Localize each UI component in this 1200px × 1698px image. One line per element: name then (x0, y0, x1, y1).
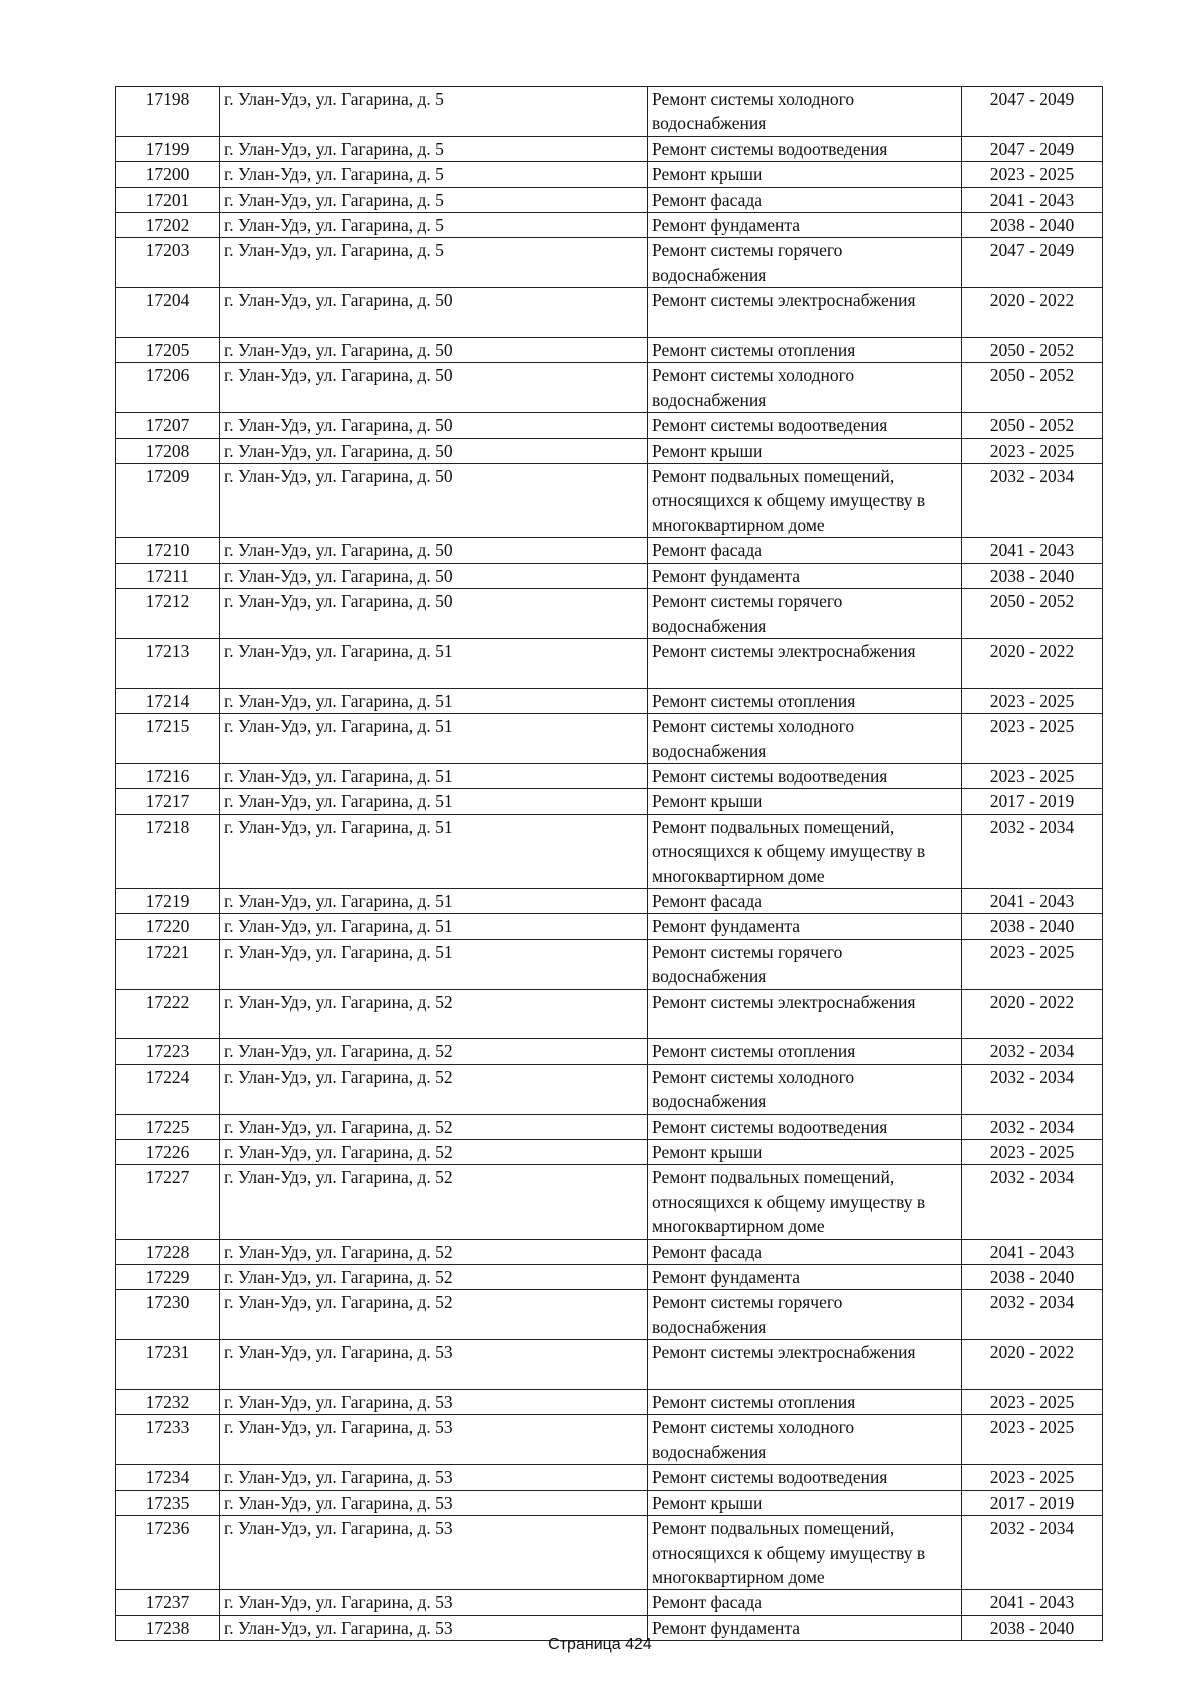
table-row (116, 939, 1103, 989)
period-cell: 2023 - 2025 (962, 688, 1103, 713)
work-type-cell: Ремонт крыши (648, 162, 962, 187)
work-type-cell: Ремонт системы электроснабжения (648, 638, 962, 688)
period-cell: 2020 - 2022 (962, 1340, 1103, 1390)
period-cell: 2038 - 2040 (962, 563, 1103, 588)
address-cell: г. Улан-Удэ, ул. Гагарина, д. 51 (220, 914, 648, 939)
address-cell: г. Улан-Удэ, ул. Гагарина, д. 52 (220, 1239, 648, 1264)
address-cell: г. Улан-Удэ, ул. Гагарина, д. 50 (220, 363, 648, 413)
address-cell: г. Улан-Удэ, ул. Гагарина, д. 5 (220, 238, 648, 288)
row-number-cell: 17216 (116, 763, 220, 788)
address-cell: г. Улан-Удэ, ул. Гагарина, д. 53 (220, 1516, 648, 1590)
address-cell: г. Улан-Удэ, ул. Гагарина, д. 51 (220, 939, 648, 989)
table-row (116, 1490, 1103, 1515)
row-number-cell: 17208 (116, 438, 220, 463)
table-row (116, 914, 1103, 939)
address-cell: г. Улан-Удэ, ул. Гагарина, д. 50 (220, 563, 648, 588)
table-row (116, 638, 1103, 688)
period-cell: 2041 - 2043 (962, 1590, 1103, 1615)
address-cell: г. Улан-Удэ, ул. Гагарина, д. 53 (220, 1390, 648, 1415)
address-cell: г. Улан-Удэ, ул. Гагарина, д. 53 (220, 1340, 648, 1390)
address-cell: г. Улан-Удэ, ул. Гагарина, д. 50 (220, 438, 648, 463)
row-number-cell: 17203 (116, 238, 220, 288)
address-cell: г. Улан-Удэ, ул. Гагарина, д. 53 (220, 1415, 648, 1465)
period-cell: 2038 - 2040 (962, 213, 1103, 238)
table-row (116, 363, 1103, 413)
work-type-cell: Ремонт крыши (648, 789, 962, 814)
work-type-cell: Ремонт системы холодного водоснабжения (648, 87, 962, 137)
page-number: Страница 424 (548, 1636, 652, 1653)
row-number-cell: 17209 (116, 464, 220, 538)
address-cell: г. Улан-Удэ, ул. Гагарина, д. 5 (220, 213, 648, 238)
table-row (116, 1590, 1103, 1615)
table-row (116, 538, 1103, 563)
address-cell: г. Улан-Удэ, ул. Гагарина, д. 5 (220, 87, 648, 137)
address-cell: г. Улан-Удэ, ул. Гагарина, д. 52 (220, 1039, 648, 1064)
period-cell: 2050 - 2052 (962, 589, 1103, 639)
row-number-cell: 17201 (116, 187, 220, 212)
table-row (116, 1415, 1103, 1465)
work-type-cell: Ремонт системы холодного водоснабжения (648, 1415, 962, 1465)
table-row (116, 87, 1103, 137)
period-cell: 2032 - 2034 (962, 1039, 1103, 1064)
table-row (116, 1465, 1103, 1490)
row-number-cell: 17211 (116, 563, 220, 588)
period-cell: 2041 - 2043 (962, 888, 1103, 913)
repair-schedule-table (115, 86, 1103, 1641)
table-row (116, 1114, 1103, 1139)
address-cell: г. Улан-Удэ, ул. Гагарина, д. 5 (220, 187, 648, 212)
period-cell: 2017 - 2019 (962, 789, 1103, 814)
work-type-cell: Ремонт системы горячего водоснабжения (648, 589, 962, 639)
row-number-cell: 17221 (116, 939, 220, 989)
period-cell: 2047 - 2049 (962, 136, 1103, 161)
address-cell: г. Улан-Удэ, ул. Гагарина, д. 50 (220, 589, 648, 639)
period-cell: 2023 - 2025 (962, 1390, 1103, 1415)
table-row (116, 1039, 1103, 1064)
table-row (116, 338, 1103, 363)
table-row (116, 1239, 1103, 1264)
table-row (116, 1390, 1103, 1415)
address-cell: г. Улан-Удэ, ул. Гагарина, д. 50 (220, 413, 648, 438)
row-number-cell: 17198 (116, 87, 220, 137)
period-cell: 2032 - 2034 (962, 814, 1103, 888)
row-number-cell: 17218 (116, 814, 220, 888)
row-number-cell: 17222 (116, 989, 220, 1039)
table-row (116, 162, 1103, 187)
work-type-cell: Ремонт системы холодного водоснабжения (648, 714, 962, 764)
work-type-cell: Ремонт фундамента (648, 563, 962, 588)
table-row (116, 1165, 1103, 1239)
period-cell: 2047 - 2049 (962, 87, 1103, 137)
address-cell: г. Улан-Удэ, ул. Гагарина, д. 52 (220, 1114, 648, 1139)
work-type-cell: Ремонт фундамента (648, 1615, 962, 1640)
address-cell: г. Улан-Удэ, ул. Гагарина, д. 5 (220, 136, 648, 161)
period-cell: 2023 - 2025 (962, 1465, 1103, 1490)
address-cell: г. Улан-Удэ, ул. Гагарина, д. 52 (220, 989, 648, 1039)
period-cell: 2038 - 2040 (962, 914, 1103, 939)
work-type-cell: Ремонт крыши (648, 1140, 962, 1165)
work-type-cell: Ремонт фасада (648, 1239, 962, 1264)
work-type-cell: Ремонт фундамента (648, 213, 962, 238)
row-number-cell: 17232 (116, 1390, 220, 1415)
work-type-cell: Ремонт системы водоотведения (648, 1465, 962, 1490)
table-row (116, 989, 1103, 1039)
row-number-cell: 17207 (116, 413, 220, 438)
table-row (116, 789, 1103, 814)
address-cell: г. Улан-Удэ, ул. Гагарина, д. 53 (220, 1465, 648, 1490)
row-number-cell: 17224 (116, 1064, 220, 1114)
period-cell: 2032 - 2034 (962, 1165, 1103, 1239)
table-body (116, 87, 1103, 1641)
row-number-cell: 17199 (116, 136, 220, 161)
period-cell: 2020 - 2022 (962, 989, 1103, 1039)
table-row (116, 688, 1103, 713)
row-number-cell: 17213 (116, 638, 220, 688)
table-row (116, 413, 1103, 438)
row-number-cell: 17234 (116, 1465, 220, 1490)
table-row (116, 814, 1103, 888)
work-type-cell: Ремонт системы водоотведения (648, 413, 962, 438)
period-cell: 2047 - 2049 (962, 238, 1103, 288)
table-row (116, 187, 1103, 212)
period-cell: 2038 - 2040 (962, 1265, 1103, 1290)
table-row (116, 238, 1103, 288)
work-type-cell: Ремонт системы холодного водоснабжения (648, 363, 962, 413)
address-cell: г. Улан-Удэ, ул. Гагарина, д. 51 (220, 814, 648, 888)
row-number-cell: 17200 (116, 162, 220, 187)
work-type-cell: Ремонт фасада (648, 187, 962, 212)
period-cell: 2020 - 2022 (962, 638, 1103, 688)
table-row (116, 213, 1103, 238)
work-type-cell: Ремонт фасада (648, 888, 962, 913)
work-type-cell: Ремонт системы электроснабжения (648, 1340, 962, 1390)
work-type-cell: Ремонт системы электроснабжения (648, 989, 962, 1039)
row-number-cell: 17236 (116, 1516, 220, 1590)
row-number-cell: 17237 (116, 1590, 220, 1615)
row-number-cell: 17238 (116, 1615, 220, 1640)
work-type-cell: Ремонт системы водоотведения (648, 1114, 962, 1139)
row-number-cell: 17227 (116, 1165, 220, 1239)
period-cell: 2023 - 2025 (962, 763, 1103, 788)
work-type-cell: Ремонт системы отопления (648, 688, 962, 713)
period-cell: 2050 - 2052 (962, 363, 1103, 413)
period-cell: 2023 - 2025 (962, 714, 1103, 764)
period-cell: 2038 - 2040 (962, 1615, 1103, 1640)
address-cell: г. Улан-Удэ, ул. Гагарина, д. 52 (220, 1290, 648, 1340)
period-cell: 2020 - 2022 (962, 288, 1103, 338)
period-cell: 2050 - 2052 (962, 338, 1103, 363)
row-number-cell: 17205 (116, 338, 220, 363)
address-cell: г. Улан-Удэ, ул. Гагарина, д. 51 (220, 638, 648, 688)
table-row (116, 1265, 1103, 1290)
period-cell: 2032 - 2034 (962, 1064, 1103, 1114)
period-cell: 2041 - 2043 (962, 1239, 1103, 1264)
work-type-cell: Ремонт фундамента (648, 1265, 962, 1290)
period-cell: 2032 - 2034 (962, 464, 1103, 538)
row-number-cell: 17226 (116, 1140, 220, 1165)
address-cell: г. Улан-Удэ, ул. Гагарина, д. 50 (220, 464, 648, 538)
address-cell: г. Улан-Удэ, ул. Гагарина, д. 53 (220, 1490, 648, 1515)
table-row (116, 714, 1103, 764)
work-type-cell: Ремонт системы отопления (648, 1039, 962, 1064)
address-cell: г. Улан-Удэ, ул. Гагарина, д. 51 (220, 688, 648, 713)
row-number-cell: 17225 (116, 1114, 220, 1139)
table-row (116, 438, 1103, 463)
work-type-cell: Ремонт системы горячего водоснабжения (648, 1290, 962, 1340)
row-number-cell: 17229 (116, 1265, 220, 1290)
period-cell: 2023 - 2025 (962, 1415, 1103, 1465)
row-number-cell: 17220 (116, 914, 220, 939)
work-type-cell: Ремонт крыши (648, 438, 962, 463)
period-cell: 2023 - 2025 (962, 162, 1103, 187)
period-cell: 2032 - 2034 (962, 1516, 1103, 1590)
row-number-cell: 17230 (116, 1290, 220, 1340)
period-cell: 2023 - 2025 (962, 939, 1103, 989)
address-cell: г. Улан-Удэ, ул. Гагарина, д. 52 (220, 1064, 648, 1114)
work-type-cell: Ремонт подвальных помещений, относящихся к общему имуществу в многоквартирном доме (648, 814, 962, 888)
period-cell: 2023 - 2025 (962, 438, 1103, 463)
period-cell: 2041 - 2043 (962, 187, 1103, 212)
work-type-cell: Ремонт фасада (648, 1590, 962, 1615)
period-cell: 2041 - 2043 (962, 538, 1103, 563)
period-cell: 2032 - 2034 (962, 1290, 1103, 1340)
row-number-cell: 17204 (116, 288, 220, 338)
work-type-cell: Ремонт системы отопления (648, 338, 962, 363)
work-type-cell: Ремонт системы водоотведения (648, 763, 962, 788)
work-type-cell: Ремонт системы водоотведения (648, 136, 962, 161)
period-cell: 2032 - 2034 (962, 1114, 1103, 1139)
table-row (116, 1290, 1103, 1340)
row-number-cell: 17206 (116, 363, 220, 413)
table-row (116, 288, 1103, 338)
table-row (116, 888, 1103, 913)
work-type-cell: Ремонт системы электроснабжения (648, 288, 962, 338)
row-number-cell: 17233 (116, 1415, 220, 1465)
row-number-cell: 17235 (116, 1490, 220, 1515)
period-cell: 2050 - 2052 (962, 413, 1103, 438)
address-cell: г. Улан-Удэ, ул. Гагарина, д. 52 (220, 1265, 648, 1290)
address-cell: г. Улан-Удэ, ул. Гагарина, д. 50 (220, 538, 648, 563)
period-cell: 2023 - 2025 (962, 1140, 1103, 1165)
table-row (116, 1516, 1103, 1590)
table-row (116, 464, 1103, 538)
row-number-cell: 17231 (116, 1340, 220, 1390)
work-type-cell: Ремонт фасада (648, 538, 962, 563)
address-cell: г. Улан-Удэ, ул. Гагарина, д. 51 (220, 888, 648, 913)
work-type-cell: Ремонт подвальных помещений, относящихся к общему имуществу в многоквартирном доме (648, 464, 962, 538)
row-number-cell: 17214 (116, 688, 220, 713)
work-type-cell: Ремонт фундамента (648, 914, 962, 939)
work-type-cell: Ремонт подвальных помещений, относящихся к общему имуществу в многоквартирном доме (648, 1165, 962, 1239)
work-type-cell: Ремонт подвальных помещений, относящихся к общему имуществу в многоквартирном доме (648, 1516, 962, 1590)
address-cell: г. Улан-Удэ, ул. Гагарина, д. 53 (220, 1590, 648, 1615)
table-row (116, 563, 1103, 588)
table-row (116, 1340, 1103, 1390)
period-cell: 2017 - 2019 (962, 1490, 1103, 1515)
table-row (116, 136, 1103, 161)
address-cell: г. Улан-Удэ, ул. Гагарина, д. 50 (220, 288, 648, 338)
row-number-cell: 17210 (116, 538, 220, 563)
row-number-cell: 17215 (116, 714, 220, 764)
address-cell: г. Улан-Удэ, ул. Гагарина, д. 50 (220, 338, 648, 363)
row-number-cell: 17223 (116, 1039, 220, 1064)
row-number-cell: 17217 (116, 789, 220, 814)
work-type-cell: Ремонт системы горячего водоснабжения (648, 939, 962, 989)
address-cell: г. Улан-Удэ, ул. Гагарина, д. 51 (220, 763, 648, 788)
work-type-cell: Ремонт системы отопления (648, 1390, 962, 1415)
table-row (116, 1064, 1103, 1114)
row-number-cell: 17219 (116, 888, 220, 913)
address-cell: г. Улан-Удэ, ул. Гагарина, д. 51 (220, 714, 648, 764)
work-type-cell: Ремонт крыши (648, 1490, 962, 1515)
table-row (116, 1140, 1103, 1165)
work-type-cell: Ремонт системы горячего водоснабжения (648, 238, 962, 288)
address-cell: г. Улан-Удэ, ул. Гагарина, д. 53 (220, 1615, 648, 1640)
work-type-cell: Ремонт системы холодного водоснабжения (648, 1064, 962, 1114)
row-number-cell: 17212 (116, 589, 220, 639)
address-cell: г. Улан-Удэ, ул. Гагарина, д. 52 (220, 1140, 648, 1165)
address-cell: г. Улан-Удэ, ул. Гагарина, д. 5 (220, 162, 648, 187)
table-row (116, 589, 1103, 639)
row-number-cell: 17202 (116, 213, 220, 238)
address-cell: г. Улан-Удэ, ул. Гагарина, д. 52 (220, 1165, 648, 1239)
address-cell: г. Улан-Удэ, ул. Гагарина, д. 51 (220, 789, 648, 814)
table-row (116, 763, 1103, 788)
row-number-cell: 17228 (116, 1239, 220, 1264)
